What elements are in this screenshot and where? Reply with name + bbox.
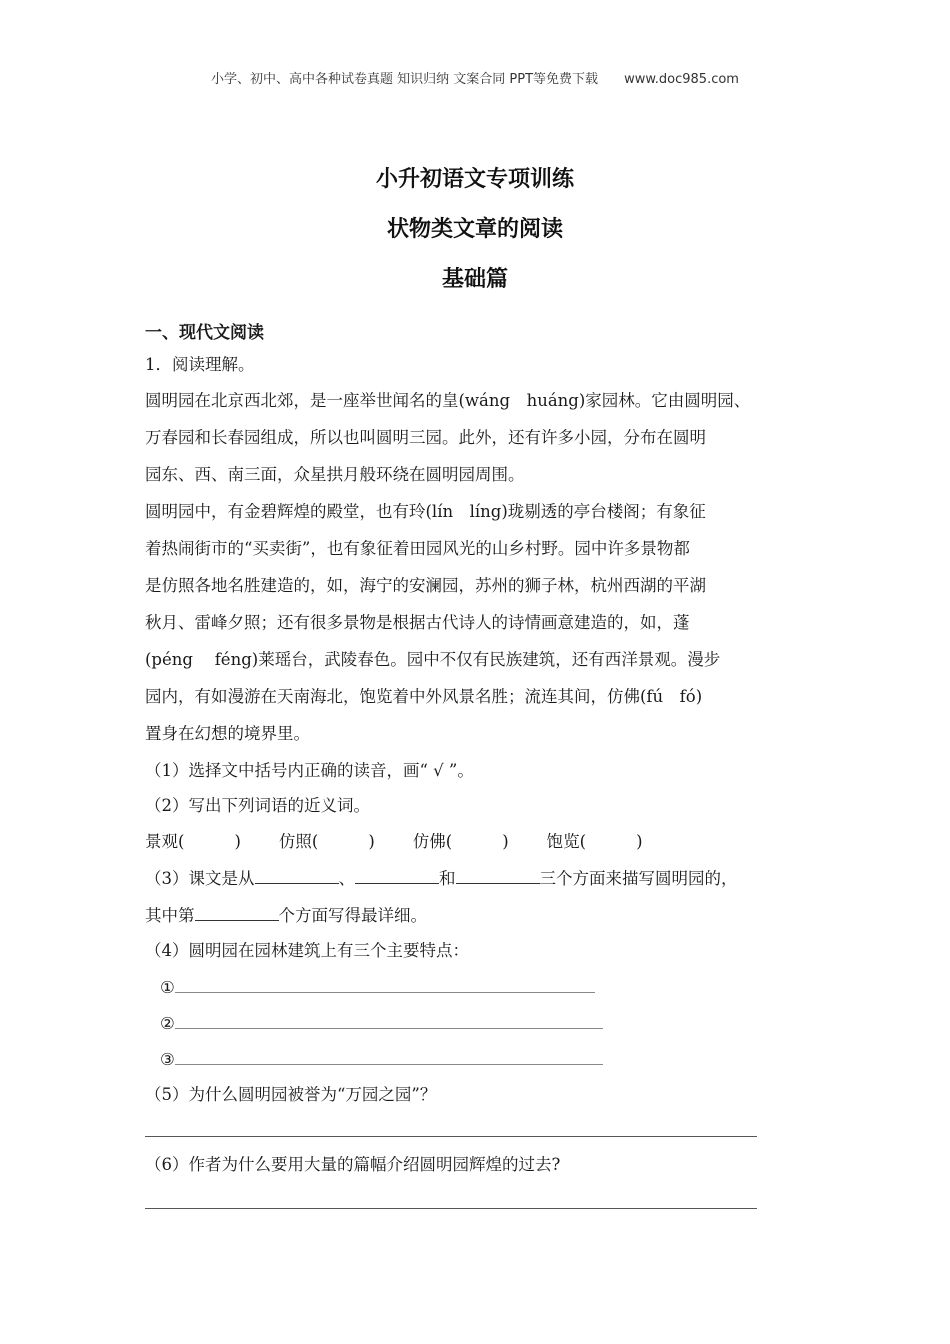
q3-blank-3[interactable] — [456, 867, 540, 884]
synonym-close-2: ) — [368, 832, 375, 851]
q4-answer-line-3[interactable] — [175, 1048, 603, 1065]
q4-answer-line-2[interactable] — [175, 1012, 603, 1029]
question-1: （1）选择文中括号内正确的读音，画“ √ ”。 — [145, 761, 474, 780]
passage-line: 秋月、雷峰夕照；还有很多景物是根据古代诗人的诗情画意建造的，如，蓬 — [145, 613, 690, 632]
q3-blank-2[interactable] — [355, 867, 439, 884]
passage-line: 园东、西、南三面，众星拱月般环绕在圆明园周围。 — [145, 465, 525, 484]
q5-answer-line[interactable] — [145, 1136, 757, 1137]
q3-text-c: 其中第 — [145, 906, 195, 925]
q3-text-d: 个方面写得最详细。 — [278, 906, 427, 925]
page-header — [0, 68, 950, 87]
question-4: （4）圆明园在园林建筑上有三个主要特点： — [145, 941, 469, 960]
synonym-close-1: ) — [234, 832, 241, 851]
doc-title: 小升初语文专项训练 — [375, 167, 574, 192]
passage-line: 园内，有如漫游在天南海北，饱览着中外风景名胜；流连其间，仿佛(fú fó) — [145, 687, 703, 706]
passage-line: 圆明园中，有金碧辉煌的殿堂，也有玲(lín líng)珑剔透的亭台楼阁；有象征 — [145, 502, 706, 521]
passage-line: 万春园和长春园组成，所以也叫圆明三园。此外，还有许多小园，分布在圆明 — [145, 428, 706, 447]
question-label: 1．阅读理解。 — [145, 355, 255, 374]
q3-text-b: 三个方面来描写圆明园的， — [539, 869, 738, 888]
doc-level: 基础篇 — [441, 267, 508, 292]
passage-line: (péng féng)莱瑶台，武陵春色。园中不仅有民族建筑，还有西洋景观。漫步 — [145, 650, 721, 669]
q3-text-a: （3）课文是从 — [145, 869, 255, 888]
q4-answer-row-3 — [160, 1048, 603, 1071]
question-5: （5）为什么圆明园被誉为“万园之园”？ — [145, 1085, 437, 1104]
doc-subtitle: 状物类文章的阅读 — [386, 217, 563, 242]
q4-mark-2: ② — [160, 1014, 175, 1033]
question-2: （2）写出下列词语的近义词。 — [145, 796, 370, 815]
q4-mark-3: ③ — [160, 1050, 175, 1069]
q4-mark-1: ① — [160, 978, 175, 997]
passage-line: 是仿照各地名胜建造的，如，海宁的安澜园，苏州的狮子林，杭州西湖的平湖 — [145, 576, 706, 595]
synonym-word-4: 饱览( — [546, 832, 587, 851]
passage-line: 置身在幻想的境界里。 — [145, 724, 310, 743]
section-heading: 一、现代文阅读 — [145, 323, 264, 343]
synonym-word-2: 仿照( — [278, 832, 319, 851]
question-3-line-1 — [145, 867, 738, 890]
q3-blank-1[interactable] — [255, 867, 339, 884]
synonym-row — [145, 831, 643, 853]
header-text: 小学、初中、高中各种试卷真题 知识归纳 文案合同 PPT等免费下载 — [211, 72, 599, 87]
synonym-word-1: 景观( — [145, 832, 185, 851]
q4-answer-row-1 — [160, 976, 595, 999]
synonym-close-3: ) — [502, 832, 509, 851]
q4-answer-line-1[interactable] — [175, 976, 595, 993]
q3-sep-2: 和 — [439, 869, 456, 888]
q3-blank-4[interactable] — [195, 904, 279, 921]
q4-answer-row-2 — [160, 1012, 603, 1035]
synonym-close-4: ) — [636, 832, 643, 851]
q6-answer-line[interactable] — [145, 1208, 757, 1209]
q3-sep-1: 、 — [338, 869, 355, 888]
question-6: （6）作者为什么要用大量的篇幅介绍圆明园辉煌的过去? — [145, 1155, 561, 1174]
passage-line: 着热闹街市的“买卖街”，也有象征着田园风光的山乡村野。园中许多景物都 — [145, 539, 690, 558]
passage-line: 圆明园在北京西北郊，是一座举世闻名的皇(wáng huáng)家园林。它由圆明园、 — [145, 391, 751, 410]
synonym-word-3: 仿佛( — [412, 832, 453, 851]
header-site: www.doc985.com — [624, 72, 739, 87]
question-3-line-2 — [145, 904, 427, 927]
